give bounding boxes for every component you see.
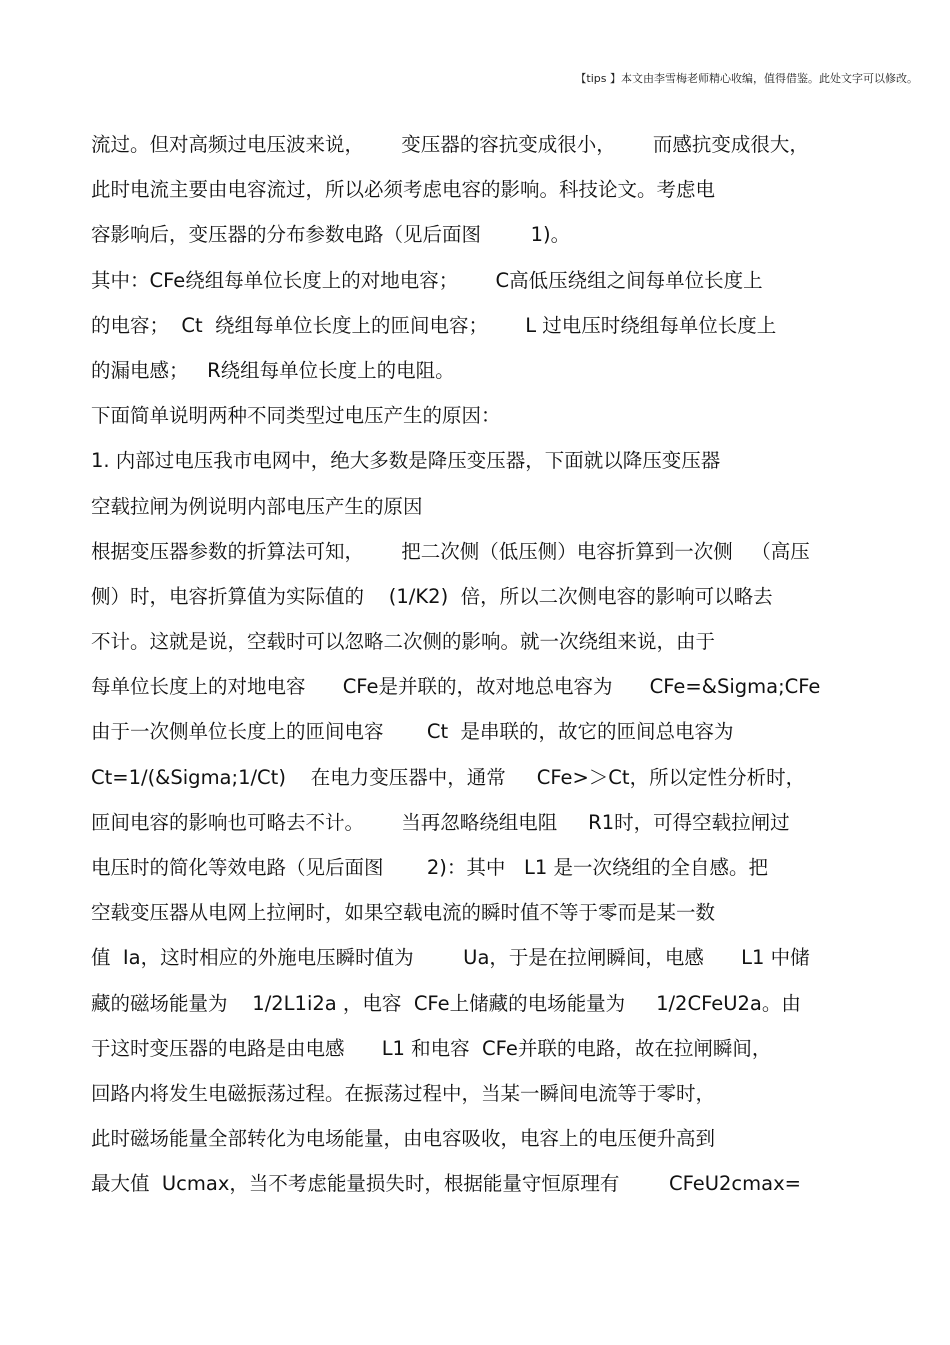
text-line: 藏的磁场能量为 1/2L1i2a ，电容 CFe上储藏的电场能量为 1/2CFeU2a。由 xyxy=(91,991,801,1015)
text-line: 此时电流主要由电容流过，所以必须考虑电容的影响。科技论文。考虑电 xyxy=(91,178,716,202)
text-line: 最大值 Ucmax，当不考虑能量损失时，根据能量守恒原理有 CFeU2cmax= xyxy=(91,1172,801,1196)
text-line: 空载变压器从电网上拉闸时，如果空载电流的瞬时值不等于零而是某一数 xyxy=(91,901,716,925)
text-line: 其中：CFe绕组每单位长度上的对地电容； C高低压绕组之间每单位长度上 xyxy=(91,268,763,292)
text-line: 1. 内部过电压我市电网中，绝大多数是降压变压器，下面就以降压变压器 xyxy=(91,449,721,473)
tips-header: 【tips 】本文由李雪梅老师精心收编，值得借鉴。此处文字可以修改。 xyxy=(575,72,918,85)
text-line: 的电容； Ct 绕组每单位长度上的匝间电容； L 过电压时绕组每单位长度上 xyxy=(91,313,777,337)
text-line: 由于一次侧单位长度上的匝间电容 Ct 是串联的，故它的匝间总电容为 xyxy=(91,720,734,744)
text-line: 不计。这就是说，空载时可以忽略二次侧的影响。就一次绕组来说，由于 xyxy=(91,630,716,654)
text-line: 电压时的简化等效电路（见后面图 2)：其中 L1 是一次绕组的全自感。把 xyxy=(91,856,768,879)
text-line: 回路内将发生电磁振荡过程。在振荡过程中，当某一瞬间电流等于零时， xyxy=(91,1081,716,1105)
text-line: 流过。但对高频过电压波来说， 变压器的容抗变成很小， 而感抗变成很大， xyxy=(91,133,809,156)
text-line: 值 Ia，这时相应的外施电压瞬时值为 Ua，于是在拉闸瞬间，电感 L1 中储 xyxy=(91,946,810,970)
text-line: 侧）时，电容折算值为实际值的 (1/K2) 倍，所以二次侧电容的影响可以略去 xyxy=(91,584,773,608)
text-line: 此时磁场能量全部转化为电场能量，由电容吸收，电容上的电压便升高到 xyxy=(91,1127,716,1151)
text-line: 根据变压器参数的折算法可知， 把二次侧（低压侧）电容折算到一次侧 （高压 xyxy=(91,539,810,563)
text-line: Ct=1/(&Sigma;1/Ct) 在电力变压器中，通常 CFe>＞Ct，所以定性分析时， xyxy=(91,765,806,789)
text-line: 每单位长度上的对地电容 CFe是并联的，故对地总电容为 CFe=&Sigma;CFe xyxy=(91,675,821,699)
text-line: 于这时变压器的电路是由电感 L1 和电容 CFe并联的电路，故在拉闸瞬间， xyxy=(91,1036,772,1060)
text-line: 下面简单说明两种不同类型过电压产生的原因： xyxy=(91,404,501,428)
body-text xyxy=(91,128,921,1213)
text-line: 匝间电容的影响也可略去不计。 当再忽略绕组电阻 R1时，可得空载拉闸过 xyxy=(91,810,790,834)
text-line: 空载拉闸为例说明内部电压产生的原因 xyxy=(91,494,423,518)
text-line: 容影响后，变压器的分布参数电路（见后面图 1)。 xyxy=(91,223,571,247)
text-line: 的漏电感； R绕组每单位长度上的电阻。 xyxy=(91,358,455,382)
